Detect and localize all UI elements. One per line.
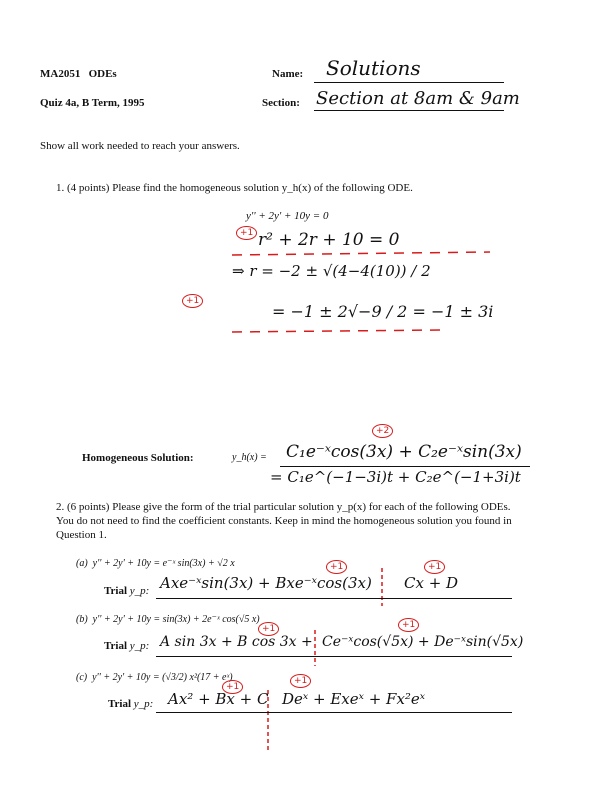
q2a-trial-label: Trial y_p: (104, 585, 150, 597)
q1-quadratic-formula: ⇒ r = −2 ± √(4−4(10)) / 2 (232, 262, 431, 280)
q2c-trial-label: Trial y_p: (108, 698, 154, 710)
q2a-answer-underline (156, 598, 512, 599)
q2b-answer-exp-part: Ce⁻ˣcos(√5x) + De⁻ˣsin(√5x) (322, 634, 524, 650)
q1-char-equation: r² + 2r + 10 = 0 (258, 230, 400, 250)
section-label: Section: (262, 97, 300, 109)
course-code: MA2051 ODEs (40, 68, 117, 80)
q2b-trial-label: Trial y_p: (104, 640, 150, 652)
q2-prompt: 2. (6 points) Please give the form of the trial particular solution y_p(x) for each of the following ODEs. You do not need to find the coefficient constants. Keep in mind the homogeneous solution you found in Question 1. (56, 501, 512, 541)
q2a-ode: (a) y'' + 2y' + 10y = e⁻ˣ sin(3x) + √2 x (76, 558, 235, 569)
q2b-answer-sin-cos-part: A sin 3x + B cos 3x + (160, 634, 313, 650)
q1-answer-lhs: y_h(x) = (232, 452, 267, 463)
q2c-answer-exp-part: Deˣ + Exeˣ + Fx²eˣ (282, 690, 426, 708)
q2a-point-badge-2: +1 (424, 560, 445, 574)
q2b-ode: (b) y'' + 2y' + 10y = sin(3x) + 2e⁻ˣ cos(√5 x) (76, 614, 260, 625)
q2b-point-badge-2: +1 (398, 618, 419, 632)
q1-roots: = −1 ± 2√−9 / 2 = −1 ± 3i (272, 302, 494, 321)
q2c-ode: (c) y'' + 2y' + 10y = (√3/2) x²(17 + eˣ) (76, 672, 233, 683)
q1-point-badge-1: +1 (236, 226, 257, 240)
quiz-title: Quiz 4a, B Term, 1995 (40, 97, 145, 109)
q2a-answer-homog-part: Axe⁻ˣsin(3x) + Bxe⁻ˣcos(3x) (160, 574, 372, 592)
q1-answer-point-badge: +2 (372, 424, 393, 438)
q2c-answer-underline (156, 712, 512, 713)
section-value: Section at 8am & 9am (316, 88, 520, 109)
q2b-answer-underline (156, 656, 512, 657)
q1-answer-label: Homogeneous Solution: (82, 452, 194, 464)
q2c-answer-poly-part: Ax² + Bx + C (168, 690, 269, 708)
q2c-point-badge-2: +1 (290, 674, 311, 688)
q2a-point-badge-1: +1 (326, 560, 347, 574)
q2b-point-badge-1: +1 (258, 622, 279, 636)
q2c-point-badge-1: +1 (222, 680, 243, 694)
q1-answer-line-2: = C₁e^(−1−3i)t + C₂e^(−1+3i)t (270, 468, 521, 486)
q1-answer-line-1: C₁e⁻ˣcos(3x) + C₂e⁻ˣsin(3x) (286, 442, 522, 462)
name-label: Name: (272, 68, 304, 80)
q1-point-badge-2: +1 (182, 294, 203, 308)
name-value: Solutions (326, 56, 421, 80)
q1-answer-underline (280, 466, 530, 467)
q2a-answer-poly-part: Cx + D (404, 574, 459, 592)
q1-ode: y'' + 2y' + 10y = 0 (246, 210, 329, 222)
q1-prompt: 1. (4 points) Please find the homogeneous solution y_h(x) of the following ODE. (56, 182, 413, 194)
instructions: Show all work needed to reach your answers. (40, 140, 240, 152)
